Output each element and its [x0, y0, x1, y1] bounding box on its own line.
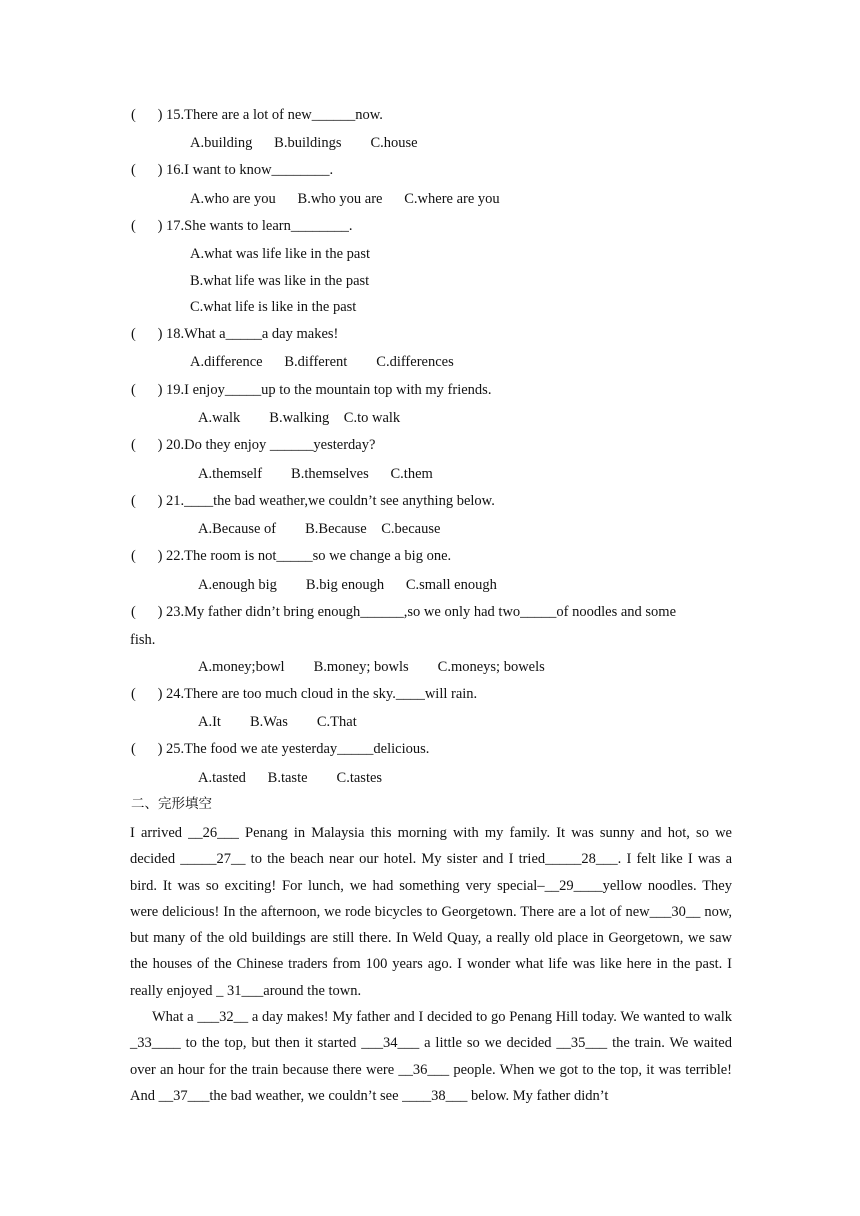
question-16-options: A.who are you B.who you are C.where are you	[190, 191, 500, 207]
question-23-continued: fish.	[130, 632, 156, 648]
question-19-options: A.walk B.walking C.to walk	[198, 410, 401, 426]
question-25: ( ) 25.The food we ate yesterday_____delicious.	[131, 741, 430, 757]
question-15-options: A.building B.buildings C.house	[190, 135, 418, 151]
question-24: ( ) 24.There are too much cloud in the sky.____will rain.	[131, 686, 478, 702]
question-23: ( ) 23.My father didn’t bring enough______,so we only had two_____of noodles and some	[131, 604, 677, 620]
question-17: ( ) 17.She wants to learn________.	[131, 218, 353, 234]
cloze-passage	[130, 820, 732, 1109]
cloze-paragraph-2: What a ___32__ a day makes! My father and I decided to go Penang Hill today. We wanted to walk _33____ to the top, but then it started ___34___ a little so we decided __35___ the train. We waited over an hour for the train because there were __36___ people. When we got to the top, it was terrible! And __37___the bad weather, we couldn’t see ____38___ below. My father didn’t	[130, 1009, 732, 1104]
question-17-option-a: A.what was life like in the past	[190, 246, 370, 262]
question-22-options: A.enough big B.big enough C.small enough	[198, 577, 497, 593]
question-17-option-b: B.what life was like in the past	[190, 273, 370, 289]
cloze-paragraph-1: I arrived __26___ Penang in Malaysia this morning with my family. It was sunny and hot, so we decided _____27__ to the beach near our hotel. My sister and I tried_____28___. I felt like I was a bird. It was so exciting! For lunch, we had something very special–__29____yellow noodles. They were delicious! In the afternoon, we rode bicycles to Georgetown. There are a lot of new___30__ now, but many of the old buildings are still there. In Weld Quay, a really old place in Georgetown, we saw the houses of the Chinese traders from 100 years ago. I wonder what life was like here in the past. I really enjoyed _ 31___around the town.	[130, 825, 732, 999]
question-23-options: A.money;bowl B.money; bowls C.moneys; bowels	[198, 659, 545, 675]
question-21-options: A.Because of B.Because C.because	[198, 521, 441, 537]
question-24-options: A.It B.Was C.That	[198, 714, 357, 730]
section-title: 二、完形填空	[131, 796, 212, 812]
question-19: ( ) 19.I enjoy_____up to the mountain top with my friends.	[131, 382, 492, 398]
question-17-option-c: C.what life is like in the past	[190, 299, 357, 315]
question-15: ( ) 15.There are a lot of new______now.	[131, 107, 383, 123]
question-22: ( ) 22.The room is not_____so we change a big one.	[131, 548, 452, 564]
question-21: ( ) 21.____the bad weather,we couldn’t see anything below.	[131, 493, 495, 509]
question-20-options: A.themself B.themselves C.them	[198, 466, 433, 482]
question-20: ( ) 20.Do they enjoy ______yesterday?	[131, 437, 376, 453]
question-18-options: A.difference B.different C.differences	[190, 354, 454, 370]
question-18: ( ) 18.What a_____a day makes!	[131, 326, 339, 342]
question-25-options: A.tasted B.taste C.tastes	[198, 770, 383, 786]
question-16: ( ) 16.I want to know________.	[131, 162, 334, 178]
